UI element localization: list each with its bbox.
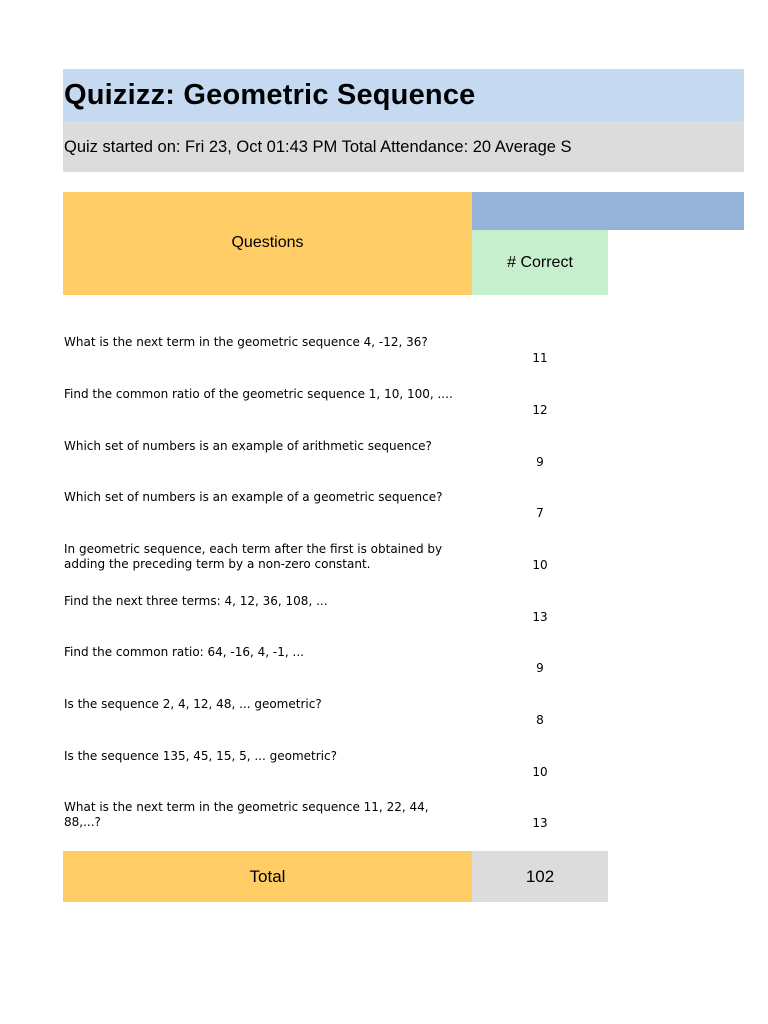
page-title: Quizizz: Geometric Sequence (64, 78, 476, 111)
total-label-cell (63, 851, 472, 902)
table-row (63, 800, 608, 852)
correct-header-label: # Correct (507, 253, 573, 271)
total-value: 102 (525, 866, 555, 886)
question-text: In geometric sequence, each term after the first is obtained by adding the preceding term by a non-zero constant. (64, 542, 443, 571)
correct-count: 11 (532, 351, 548, 365)
correct-count: 13 (532, 816, 548, 830)
quiz-info-text: Quiz started on: Fri 23, Oct 01:43 PM Total Attendance: 20 Average S (64, 138, 572, 156)
question-text: Find the common ratio of the geometric sequence 1, 10, 100, .... (64, 387, 453, 401)
correct-column-header (472, 230, 608, 295)
correct-count: 12 (532, 403, 548, 417)
table-row (63, 387, 608, 439)
total-value-cell (472, 851, 608, 902)
correct-count: 8 (536, 713, 544, 727)
question-text: Find the common ratio: 64, -16, 4, -1, ... (64, 645, 304, 659)
table-row (63, 749, 608, 801)
question-text: Find the next three terms: 4, 12, 36, 108, ... (64, 594, 328, 608)
correct-count: 13 (532, 610, 548, 624)
question-text: Which set of numbers is an example of arithmetic sequence? (64, 439, 432, 453)
question-text: What is the next term in the geometric sequence 11, 22, 44, 88,...? (64, 800, 429, 829)
table-row (63, 645, 608, 697)
question-text: Is the sequence 135, 45, 15, 5, ... geometric? (64, 749, 337, 763)
correct-count: 9 (536, 661, 544, 675)
table-row (63, 490, 608, 542)
table-row (63, 542, 608, 594)
table-row (63, 594, 608, 646)
question-text: What is the next term in the geometric sequence 4, -12, 36? (64, 335, 428, 349)
correct-count: 7 (536, 506, 544, 520)
correct-count: 9 (536, 455, 544, 469)
correct-count: 10 (532, 558, 548, 572)
question-text: Is the sequence 2, 4, 12, 48, ... geometric? (64, 697, 322, 711)
quiz-info-band (63, 121, 744, 172)
table-row (63, 335, 608, 387)
table-row (63, 697, 608, 749)
total-label: Total (249, 866, 286, 886)
correct-count: 10 (532, 765, 548, 779)
header-accent-strip (472, 192, 744, 230)
table-row (63, 439, 608, 491)
question-text: Which set of numbers is an example of a geometric sequence? (64, 490, 443, 504)
questions-column-header (63, 192, 472, 295)
title-band (63, 69, 744, 121)
questions-header-label: Questions (231, 233, 304, 251)
